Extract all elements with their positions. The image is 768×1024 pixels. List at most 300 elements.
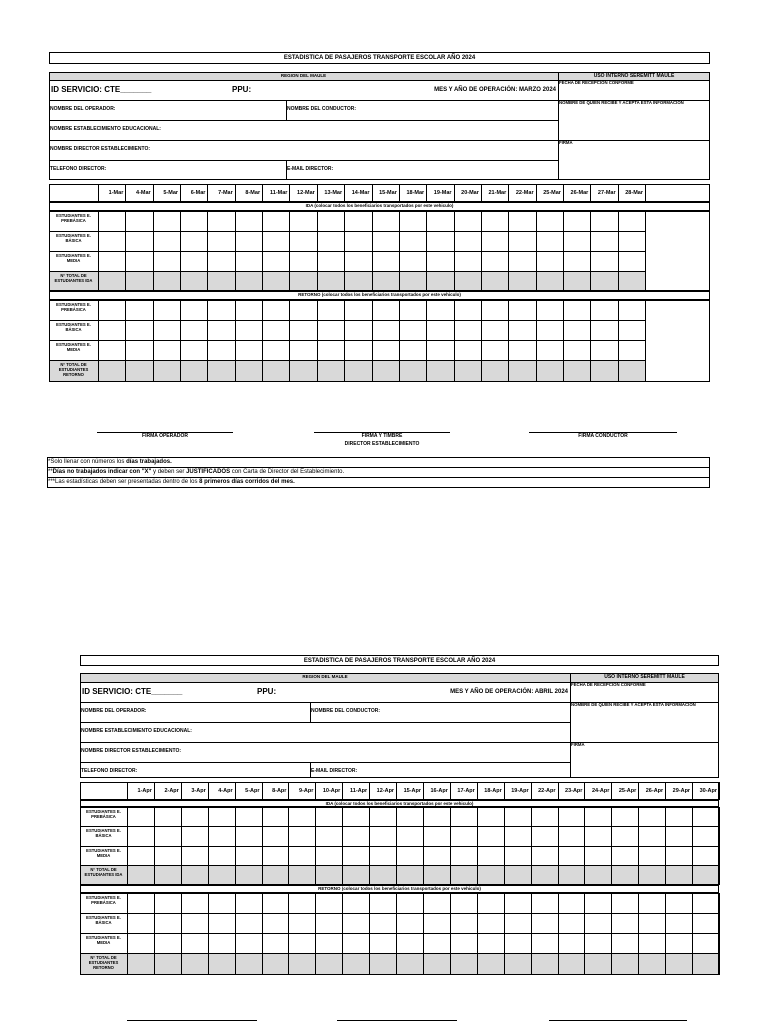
ida-cell[interactable]: [400, 212, 425, 230]
retorno-cell[interactable]: [208, 321, 233, 339]
ida-cell[interactable]: [236, 232, 261, 250]
retorno-cell[interactable]: [370, 954, 395, 974]
retorno-cell[interactable]: [263, 321, 288, 339]
retorno-cell[interactable]: [373, 301, 398, 319]
ida-cell[interactable]: [370, 827, 395, 845]
ida-cell[interactable]: [209, 866, 234, 884]
retorno-cell[interactable]: [693, 894, 718, 912]
retorno-cell[interactable]: [182, 914, 207, 932]
ida-cell[interactable]: [155, 847, 180, 864]
retorno-cell[interactable]: [537, 321, 562, 339]
ida-cell[interactable]: [343, 866, 368, 884]
ida-cell[interactable]: [263, 827, 288, 845]
retorno-cell[interactable]: [619, 361, 644, 381]
ida-cell[interactable]: [427, 212, 452, 230]
ida-cell[interactable]: [155, 808, 180, 825]
retorno-cell[interactable]: [318, 301, 343, 319]
ida-cell[interactable]: [345, 252, 370, 270]
ida-cell[interactable]: [343, 827, 368, 845]
retorno-cell[interactable]: [693, 934, 718, 952]
ida-cell[interactable]: [99, 272, 124, 290]
ida-cell[interactable]: [182, 866, 207, 884]
ida-cell[interactable]: [585, 866, 610, 884]
ida-cell[interactable]: [693, 847, 718, 864]
retorno-cell[interactable]: [345, 361, 370, 381]
ida-cell[interactable]: [482, 212, 507, 230]
retorno-cell[interactable]: [591, 301, 616, 319]
ida-cell[interactable]: [451, 847, 476, 864]
retorno-cell[interactable]: [236, 321, 261, 339]
ida-cell[interactable]: [451, 808, 476, 825]
retorno-cell[interactable]: [263, 341, 288, 359]
retorno-cell[interactable]: [318, 361, 343, 381]
ida-cell[interactable]: [397, 866, 422, 884]
ida-cell[interactable]: [612, 847, 637, 864]
ida-cell[interactable]: [591, 272, 616, 290]
retorno-cell[interactable]: [537, 301, 562, 319]
retorno-cell[interactable]: [290, 361, 315, 381]
retorno-cell[interactable]: [612, 914, 637, 932]
ida-cell[interactable]: [564, 212, 589, 230]
retorno-cell[interactable]: [345, 321, 370, 339]
ida-cell[interactable]: [509, 232, 534, 250]
retorno-cell[interactable]: [424, 914, 449, 932]
ida-cell[interactable]: [343, 847, 368, 864]
ida-cell[interactable]: [455, 272, 480, 290]
ida-cell[interactable]: [208, 252, 233, 270]
retorno-cell[interactable]: [427, 361, 452, 381]
ida-cell[interactable]: [482, 252, 507, 270]
ida-cell[interactable]: [532, 827, 557, 845]
retorno-cell[interactable]: [400, 341, 425, 359]
retorno-cell[interactable]: [154, 321, 179, 339]
ida-cell[interactable]: [564, 272, 589, 290]
retorno-cell[interactable]: [591, 341, 616, 359]
retorno-cell[interactable]: [666, 914, 691, 932]
ida-cell[interactable]: [289, 808, 314, 825]
ida-cell[interactable]: [373, 212, 398, 230]
retorno-cell[interactable]: [585, 914, 610, 932]
ida-cell[interactable]: [128, 847, 153, 864]
retorno-cell[interactable]: [182, 894, 207, 912]
ida-cell[interactable]: [478, 808, 503, 825]
ida-cell[interactable]: [591, 232, 616, 250]
retorno-cell[interactable]: [478, 954, 503, 974]
retorno-cell[interactable]: [290, 341, 315, 359]
ida-cell[interactable]: [619, 232, 644, 250]
ida-cell[interactable]: [397, 847, 422, 864]
ida-cell[interactable]: [316, 827, 341, 845]
ida-cell[interactable]: [154, 212, 179, 230]
ida-cell[interactable]: [619, 212, 644, 230]
retorno-cell[interactable]: [693, 914, 718, 932]
ida-cell[interactable]: [505, 847, 530, 864]
retorno-cell[interactable]: [126, 341, 151, 359]
ida-cell[interactable]: [585, 847, 610, 864]
retorno-cell[interactable]: [155, 954, 180, 974]
retorno-cell[interactable]: [666, 954, 691, 974]
ida-cell[interactable]: [585, 827, 610, 845]
ida-cell[interactable]: [619, 272, 644, 290]
ida-cell[interactable]: [532, 866, 557, 884]
retorno-cell[interactable]: [478, 894, 503, 912]
ida-cell[interactable]: [318, 272, 343, 290]
retorno-cell[interactable]: [639, 914, 664, 932]
ida-cell[interactable]: [537, 232, 562, 250]
retorno-cell[interactable]: [99, 301, 124, 319]
ida-cell[interactable]: [591, 212, 616, 230]
retorno-cell[interactable]: [505, 954, 530, 974]
retorno-cell[interactable]: [155, 914, 180, 932]
retorno-cell[interactable]: [236, 914, 261, 932]
ida-cell[interactable]: [316, 847, 341, 864]
retorno-cell[interactable]: [424, 954, 449, 974]
retorno-cell[interactable]: [532, 954, 557, 974]
retorno-cell[interactable]: [263, 301, 288, 319]
ida-cell[interactable]: [482, 232, 507, 250]
ida-cell[interactable]: [505, 866, 530, 884]
retorno-cell[interactable]: [451, 934, 476, 952]
retorno-cell[interactable]: [343, 894, 368, 912]
retorno-cell[interactable]: [236, 934, 261, 952]
ida-cell[interactable]: [290, 252, 315, 270]
retorno-cell[interactable]: [316, 894, 341, 912]
ida-cell[interactable]: [345, 232, 370, 250]
ida-cell[interactable]: [236, 272, 261, 290]
retorno-cell[interactable]: [532, 894, 557, 912]
retorno-cell[interactable]: [532, 914, 557, 932]
retorno-cell[interactable]: [236, 361, 261, 381]
ida-cell[interactable]: [478, 847, 503, 864]
retorno-cell[interactable]: [619, 301, 644, 319]
ida-cell[interactable]: [424, 847, 449, 864]
ida-cell[interactable]: [397, 808, 422, 825]
retorno-cell[interactable]: [209, 894, 234, 912]
retorno-cell[interactable]: [559, 894, 584, 912]
retorno-cell[interactable]: [289, 934, 314, 952]
retorno-cell[interactable]: [612, 894, 637, 912]
retorno-cell[interactable]: [263, 934, 288, 952]
ida-cell[interactable]: [263, 866, 288, 884]
ida-cell[interactable]: [209, 847, 234, 864]
ida-cell[interactable]: [509, 212, 534, 230]
retorno-cell[interactable]: [318, 341, 343, 359]
ida-cell[interactable]: [639, 808, 664, 825]
retorno-cell[interactable]: [128, 934, 153, 952]
ida-cell[interactable]: [263, 252, 288, 270]
retorno-cell[interactable]: [263, 894, 288, 912]
retorno-cell[interactable]: [209, 934, 234, 952]
retorno-cell[interactable]: [343, 914, 368, 932]
ida-cell[interactable]: [290, 212, 315, 230]
ida-cell[interactable]: [343, 808, 368, 825]
ida-cell[interactable]: [639, 827, 664, 845]
ida-cell[interactable]: [666, 866, 691, 884]
retorno-cell[interactable]: [639, 894, 664, 912]
ida-cell[interactable]: [424, 808, 449, 825]
ida-cell[interactable]: [537, 212, 562, 230]
retorno-cell[interactable]: [236, 894, 261, 912]
retorno-cell[interactable]: [482, 321, 507, 339]
ida-cell[interactable]: [126, 272, 151, 290]
ida-cell[interactable]: [455, 252, 480, 270]
retorno-cell[interactable]: [99, 341, 124, 359]
retorno-cell[interactable]: [455, 301, 480, 319]
ida-cell[interactable]: [427, 232, 452, 250]
retorno-cell[interactable]: [451, 954, 476, 974]
ida-cell[interactable]: [612, 808, 637, 825]
ida-cell[interactable]: [345, 272, 370, 290]
retorno-cell[interactable]: [455, 321, 480, 339]
ida-cell[interactable]: [509, 252, 534, 270]
ida-cell[interactable]: [290, 232, 315, 250]
retorno-cell[interactable]: [373, 341, 398, 359]
retorno-cell[interactable]: [263, 954, 288, 974]
ida-cell[interactable]: [373, 232, 398, 250]
ida-cell[interactable]: [208, 212, 233, 230]
retorno-cell[interactable]: [585, 954, 610, 974]
retorno-cell[interactable]: [482, 301, 507, 319]
retorno-cell[interactable]: [181, 301, 206, 319]
ida-cell[interactable]: [263, 272, 288, 290]
ida-cell[interactable]: [181, 252, 206, 270]
retorno-cell[interactable]: [400, 361, 425, 381]
retorno-cell[interactable]: [564, 321, 589, 339]
ida-cell[interactable]: [564, 252, 589, 270]
ida-cell[interactable]: [263, 232, 288, 250]
retorno-cell[interactable]: [591, 361, 616, 381]
ida-cell[interactable]: [126, 252, 151, 270]
retorno-cell[interactable]: [290, 301, 315, 319]
retorno-cell[interactable]: [154, 361, 179, 381]
retorno-cell[interactable]: [128, 954, 153, 974]
ida-cell[interactable]: [181, 232, 206, 250]
retorno-cell[interactable]: [208, 301, 233, 319]
ida-cell[interactable]: [318, 252, 343, 270]
retorno-cell[interactable]: [559, 954, 584, 974]
retorno-cell[interactable]: [482, 341, 507, 359]
ida-cell[interactable]: [263, 212, 288, 230]
retorno-cell[interactable]: [427, 321, 452, 339]
retorno-cell[interactable]: [290, 321, 315, 339]
retorno-cell[interactable]: [345, 301, 370, 319]
retorno-cell[interactable]: [612, 954, 637, 974]
ida-cell[interactable]: [666, 808, 691, 825]
ida-cell[interactable]: [154, 272, 179, 290]
retorno-cell[interactable]: [509, 361, 534, 381]
retorno-cell[interactable]: [619, 341, 644, 359]
retorno-cell[interactable]: [505, 894, 530, 912]
ida-cell[interactable]: [289, 866, 314, 884]
ida-cell[interactable]: [400, 272, 425, 290]
retorno-cell[interactable]: [693, 954, 718, 974]
ida-cell[interactable]: [478, 827, 503, 845]
ida-cell[interactable]: [424, 866, 449, 884]
retorno-cell[interactable]: [343, 954, 368, 974]
ida-cell[interactable]: [559, 866, 584, 884]
ida-cell[interactable]: [455, 232, 480, 250]
retorno-cell[interactable]: [208, 361, 233, 381]
retorno-cell[interactable]: [397, 894, 422, 912]
ida-cell[interactable]: [559, 847, 584, 864]
retorno-cell[interactable]: [400, 301, 425, 319]
ida-cell[interactable]: [509, 272, 534, 290]
ida-cell[interactable]: [537, 272, 562, 290]
ida-cell[interactable]: [619, 252, 644, 270]
retorno-cell[interactable]: [182, 934, 207, 952]
retorno-cell[interactable]: [128, 914, 153, 932]
retorno-cell[interactable]: [509, 301, 534, 319]
ida-cell[interactable]: [182, 827, 207, 845]
retorno-cell[interactable]: [537, 361, 562, 381]
ida-cell[interactable]: [316, 866, 341, 884]
retorno-cell[interactable]: [509, 321, 534, 339]
ida-cell[interactable]: [427, 272, 452, 290]
retorno-cell[interactable]: [181, 361, 206, 381]
ida-cell[interactable]: [370, 866, 395, 884]
ida-cell[interactable]: [612, 866, 637, 884]
ida-cell[interactable]: [182, 847, 207, 864]
ida-cell[interactable]: [182, 808, 207, 825]
retorno-cell[interactable]: [564, 361, 589, 381]
retorno-cell[interactable]: [505, 934, 530, 952]
ida-cell[interactable]: [693, 808, 718, 825]
retorno-cell[interactable]: [343, 934, 368, 952]
retorno-cell[interactable]: [373, 321, 398, 339]
ida-cell[interactable]: [427, 252, 452, 270]
retorno-cell[interactable]: [370, 894, 395, 912]
ida-cell[interactable]: [451, 827, 476, 845]
ida-cell[interactable]: [181, 272, 206, 290]
retorno-cell[interactable]: [591, 321, 616, 339]
ida-cell[interactable]: [236, 808, 261, 825]
ida-cell[interactable]: [370, 847, 395, 864]
ida-cell[interactable]: [345, 212, 370, 230]
ida-cell[interactable]: [126, 232, 151, 250]
ida-cell[interactable]: [236, 212, 261, 230]
retorno-cell[interactable]: [639, 934, 664, 952]
ida-cell[interactable]: [263, 847, 288, 864]
retorno-cell[interactable]: [400, 321, 425, 339]
ida-cell[interactable]: [666, 847, 691, 864]
retorno-cell[interactable]: [427, 341, 452, 359]
ida-cell[interactable]: [373, 252, 398, 270]
retorno-cell[interactable]: [619, 321, 644, 339]
ida-cell[interactable]: [400, 252, 425, 270]
retorno-cell[interactable]: [537, 341, 562, 359]
ida-cell[interactable]: [208, 232, 233, 250]
retorno-cell[interactable]: [99, 361, 124, 381]
ida-cell[interactable]: [236, 866, 261, 884]
retorno-cell[interactable]: [478, 914, 503, 932]
ida-cell[interactable]: [482, 272, 507, 290]
retorno-cell[interactable]: [155, 894, 180, 912]
retorno-cell[interactable]: [154, 301, 179, 319]
ida-cell[interactable]: [585, 808, 610, 825]
retorno-cell[interactable]: [182, 954, 207, 974]
ida-cell[interactable]: [208, 272, 233, 290]
retorno-cell[interactable]: [612, 934, 637, 952]
ida-cell[interactable]: [693, 827, 718, 845]
retorno-cell[interactable]: [128, 894, 153, 912]
retorno-cell[interactable]: [154, 341, 179, 359]
retorno-cell[interactable]: [316, 954, 341, 974]
retorno-cell[interactable]: [564, 341, 589, 359]
ida-cell[interactable]: [666, 827, 691, 845]
ida-cell[interactable]: [373, 272, 398, 290]
retorno-cell[interactable]: [126, 321, 151, 339]
ida-cell[interactable]: [532, 847, 557, 864]
retorno-cell[interactable]: [181, 341, 206, 359]
retorno-cell[interactable]: [208, 341, 233, 359]
retorno-cell[interactable]: [397, 914, 422, 932]
retorno-cell[interactable]: [559, 914, 584, 932]
retorno-cell[interactable]: [532, 934, 557, 952]
retorno-cell[interactable]: [316, 934, 341, 952]
ida-cell[interactable]: [559, 808, 584, 825]
retorno-cell[interactable]: [370, 934, 395, 952]
ida-cell[interactable]: [478, 866, 503, 884]
ida-cell[interactable]: [128, 808, 153, 825]
ida-cell[interactable]: [128, 827, 153, 845]
retorno-cell[interactable]: [397, 934, 422, 952]
ida-cell[interactable]: [564, 232, 589, 250]
ida-cell[interactable]: [505, 827, 530, 845]
ida-cell[interactable]: [316, 808, 341, 825]
ida-cell[interactable]: [532, 808, 557, 825]
ida-cell[interactable]: [537, 252, 562, 270]
ida-cell[interactable]: [318, 212, 343, 230]
retorno-cell[interactable]: [455, 361, 480, 381]
retorno-cell[interactable]: [639, 954, 664, 974]
ida-cell[interactable]: [370, 808, 395, 825]
retorno-cell[interactable]: [424, 934, 449, 952]
retorno-cell[interactable]: [505, 914, 530, 932]
ida-cell[interactable]: [289, 827, 314, 845]
retorno-cell[interactable]: [318, 321, 343, 339]
retorno-cell[interactable]: [559, 934, 584, 952]
ida-cell[interactable]: [209, 808, 234, 825]
retorno-cell[interactable]: [666, 934, 691, 952]
ida-cell[interactable]: [693, 866, 718, 884]
ida-cell[interactable]: [290, 272, 315, 290]
retorno-cell[interactable]: [451, 894, 476, 912]
ida-cell[interactable]: [209, 827, 234, 845]
retorno-cell[interactable]: [209, 914, 234, 932]
retorno-cell[interactable]: [666, 894, 691, 912]
retorno-cell[interactable]: [99, 321, 124, 339]
ida-cell[interactable]: [155, 827, 180, 845]
retorno-cell[interactable]: [345, 341, 370, 359]
ida-cell[interactable]: [559, 827, 584, 845]
ida-cell[interactable]: [263, 808, 288, 825]
retorno-cell[interactable]: [455, 341, 480, 359]
ida-cell[interactable]: [236, 847, 261, 864]
ida-cell[interactable]: [400, 232, 425, 250]
ida-cell[interactable]: [155, 866, 180, 884]
retorno-cell[interactable]: [236, 341, 261, 359]
retorno-cell[interactable]: [263, 914, 288, 932]
ida-cell[interactable]: [639, 847, 664, 864]
ida-cell[interactable]: [99, 232, 124, 250]
retorno-cell[interactable]: [236, 301, 261, 319]
retorno-cell[interactable]: [509, 341, 534, 359]
retorno-cell[interactable]: [397, 954, 422, 974]
ida-cell[interactable]: [128, 866, 153, 884]
ida-cell[interactable]: [181, 212, 206, 230]
retorno-cell[interactable]: [451, 914, 476, 932]
ida-cell[interactable]: [154, 232, 179, 250]
